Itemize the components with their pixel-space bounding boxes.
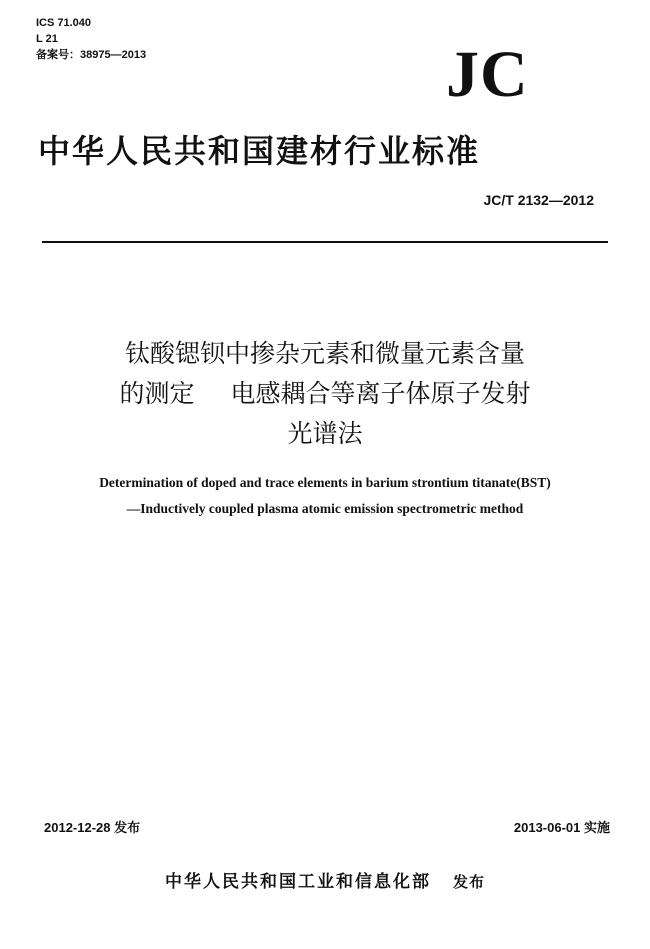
- issue-date: 2012-12-28 发布: [44, 820, 141, 835]
- classification-code: L 21: [36, 33, 58, 45]
- english-title-line-2: —Inductively coupled plasma atomic emission spectrometric method: [126, 501, 524, 516]
- record-number: 备案号：38975—2013: [36, 49, 147, 61]
- chinese-title-line-2-part-2: 电感耦合等离子体原子发射: [230, 379, 531, 408]
- implementation-date: 2013-06-01 实施: [513, 820, 610, 835]
- industry-standard-title: 中华人民共和国建材行业标准: [38, 132, 481, 170]
- english-title-line-1: Determination of doped and trace elements in barium strontium titanate(BST): [99, 475, 551, 490]
- chinese-title-line-3: 光谱法: [287, 419, 363, 448]
- chinese-title-line-2: [0, 377, 650, 411]
- chinese-title-line-2-part-1: 的测定: [119, 379, 195, 408]
- standard-number: JC/T 2132—2012: [483, 192, 594, 208]
- publisher-line: [0, 870, 650, 894]
- ics-code: ICS 71.040: [36, 17, 92, 29]
- chinese-title-line-1: 钛酸锶钡中掺杂元素和微量元素含量: [124, 339, 525, 368]
- jc-logo: JC: [446, 38, 529, 111]
- publisher-verb: 发布: [452, 873, 485, 891]
- header-divider: [42, 241, 608, 243]
- publisher-name: 中华人民共和国工业和信息化部: [164, 872, 431, 892]
